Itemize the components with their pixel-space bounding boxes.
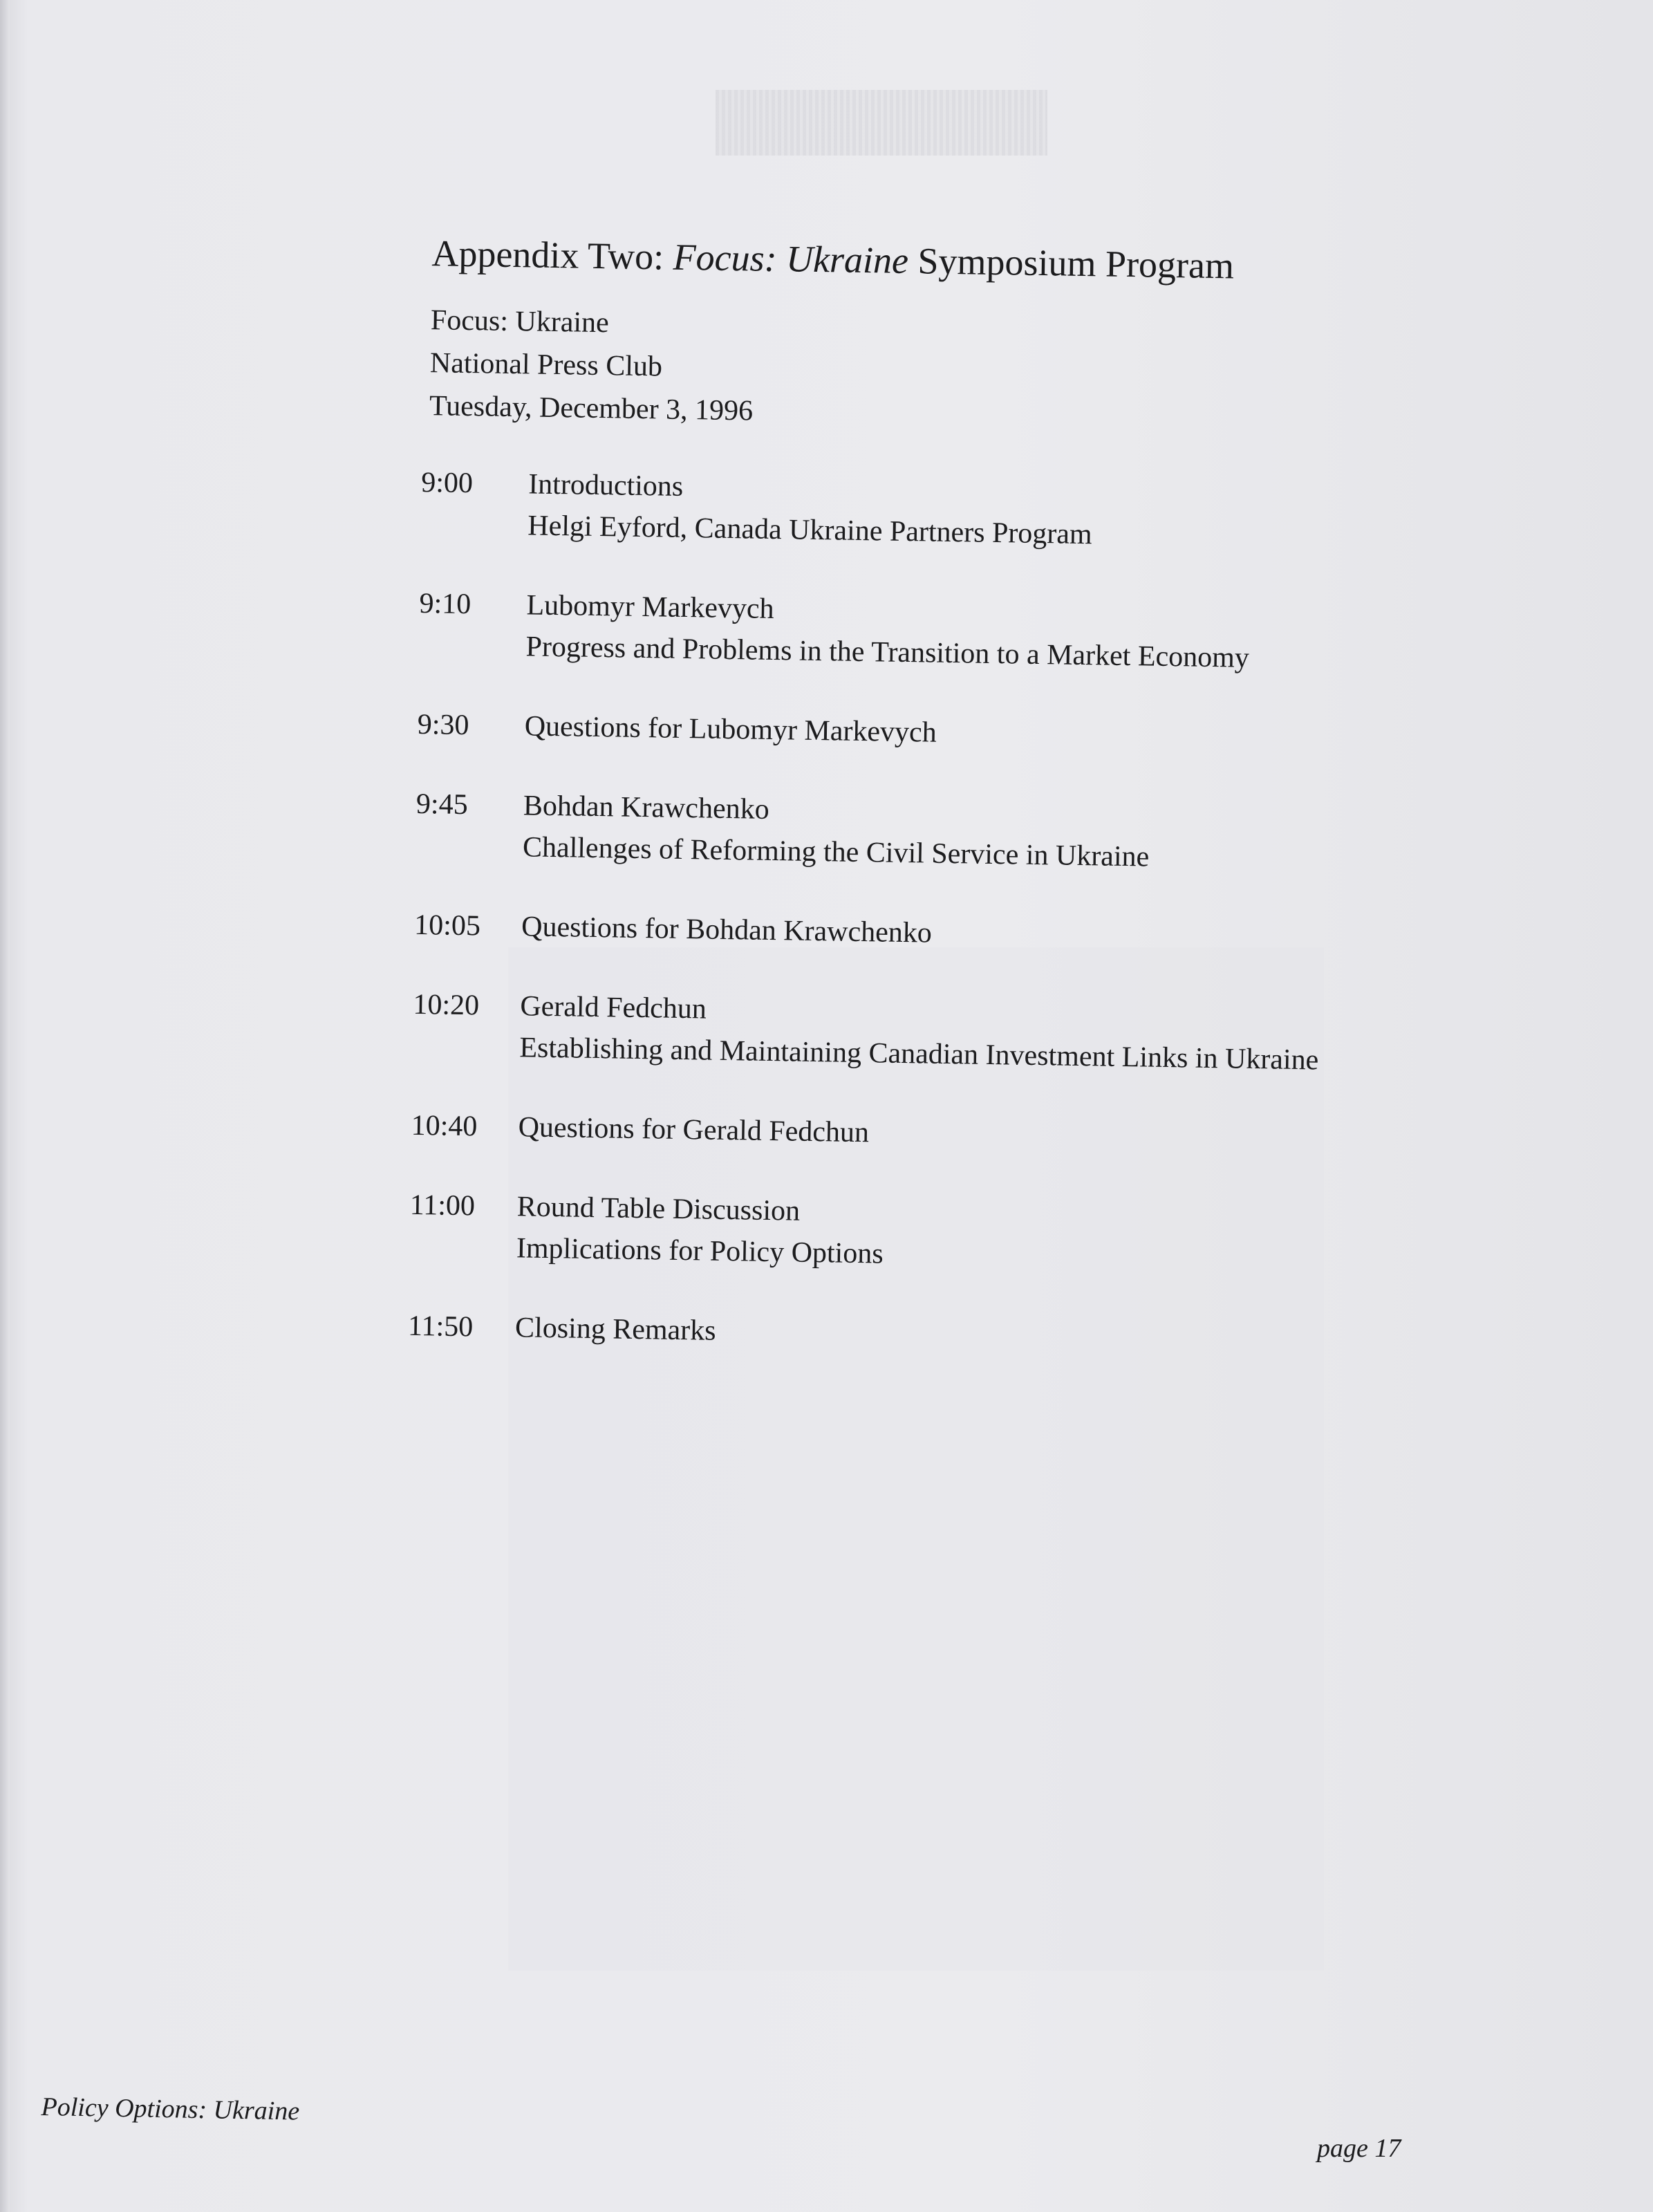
schedule-item-title: Round Table Discussion	[516, 1191, 801, 1227]
program-content	[407, 232, 1462, 1401]
header-venue: National Press Club	[429, 347, 663, 383]
title-suffix: Symposium Program	[908, 239, 1235, 287]
schedule-row	[417, 704, 1455, 762]
schedule-row	[414, 904, 1452, 963]
schedule-row	[415, 783, 1454, 883]
schedule-row	[409, 1184, 1447, 1284]
schedule-time: 10:05	[413, 909, 481, 942]
schedule-row	[412, 984, 1450, 1084]
footer-publication-title: Policy Options: Ukraine	[41, 2092, 300, 2126]
schedule-row	[420, 462, 1459, 561]
page-title	[431, 232, 1462, 290]
schedule-row	[411, 1105, 1448, 1163]
header-date: Tuesday, December 3, 1996	[429, 390, 754, 427]
title-prefix: Appendix Two:	[431, 232, 674, 278]
schedule-item-title: Gerald Fedchun	[520, 990, 707, 1025]
schedule-time: 9:00	[420, 466, 474, 500]
schedule-item-subtitle: Helgi Eyford, Canada Ukraine Partners Program	[527, 510, 1093, 551]
schedule-item-subtitle: Progress and Problems in the Transition to a Market Economy	[525, 631, 1250, 674]
schedule-item-title: Lubomyr Markevych	[526, 589, 774, 625]
schedule-item-title: Questions for Lubomyr Markevych	[524, 710, 937, 749]
schedule-row	[408, 1305, 1446, 1364]
bleed-through-barcode	[716, 90, 1047, 156]
page-edge-shadow	[0, 0, 10, 2212]
schedule-time: 11:50	[407, 1310, 474, 1344]
schedule-item-title: Bohdan Krawchenko	[523, 790, 770, 826]
header-event-name: Focus: Ukraine	[430, 304, 610, 340]
schedule-item-subtitle: Establishing and Maintaining Canadian Investment Links in Ukraine	[519, 1032, 1319, 1077]
schedule-item-subtitle: Implications for Policy Options	[516, 1232, 884, 1270]
schedule-list	[408, 462, 1459, 1363]
schedule-item-subtitle: Challenges of Reforming the Civil Service in Ukraine	[522, 831, 1150, 873]
schedule-time: 9:10	[419, 587, 471, 621]
schedule-item-title: Introductions	[527, 468, 684, 503]
schedule-item-title: Questions for Bohdan Krawchenko	[521, 911, 933, 949]
schedule-row	[418, 583, 1457, 682]
schedule-time: 9:30	[417, 708, 469, 742]
schedule-item-title: Questions for Gerald Fedchun	[518, 1111, 870, 1149]
schedule-time: 9:45	[415, 788, 469, 821]
schedule-time: 10:40	[411, 1109, 478, 1143]
schedule-time: 11:00	[409, 1189, 476, 1223]
schedule-time: 10:20	[413, 988, 480, 1022]
footer-page-number: page 17	[1317, 2134, 1401, 2163]
schedule-item-title: Closing Remarks	[514, 1312, 716, 1347]
title-italic: Focus: Ukraine	[673, 236, 909, 281]
